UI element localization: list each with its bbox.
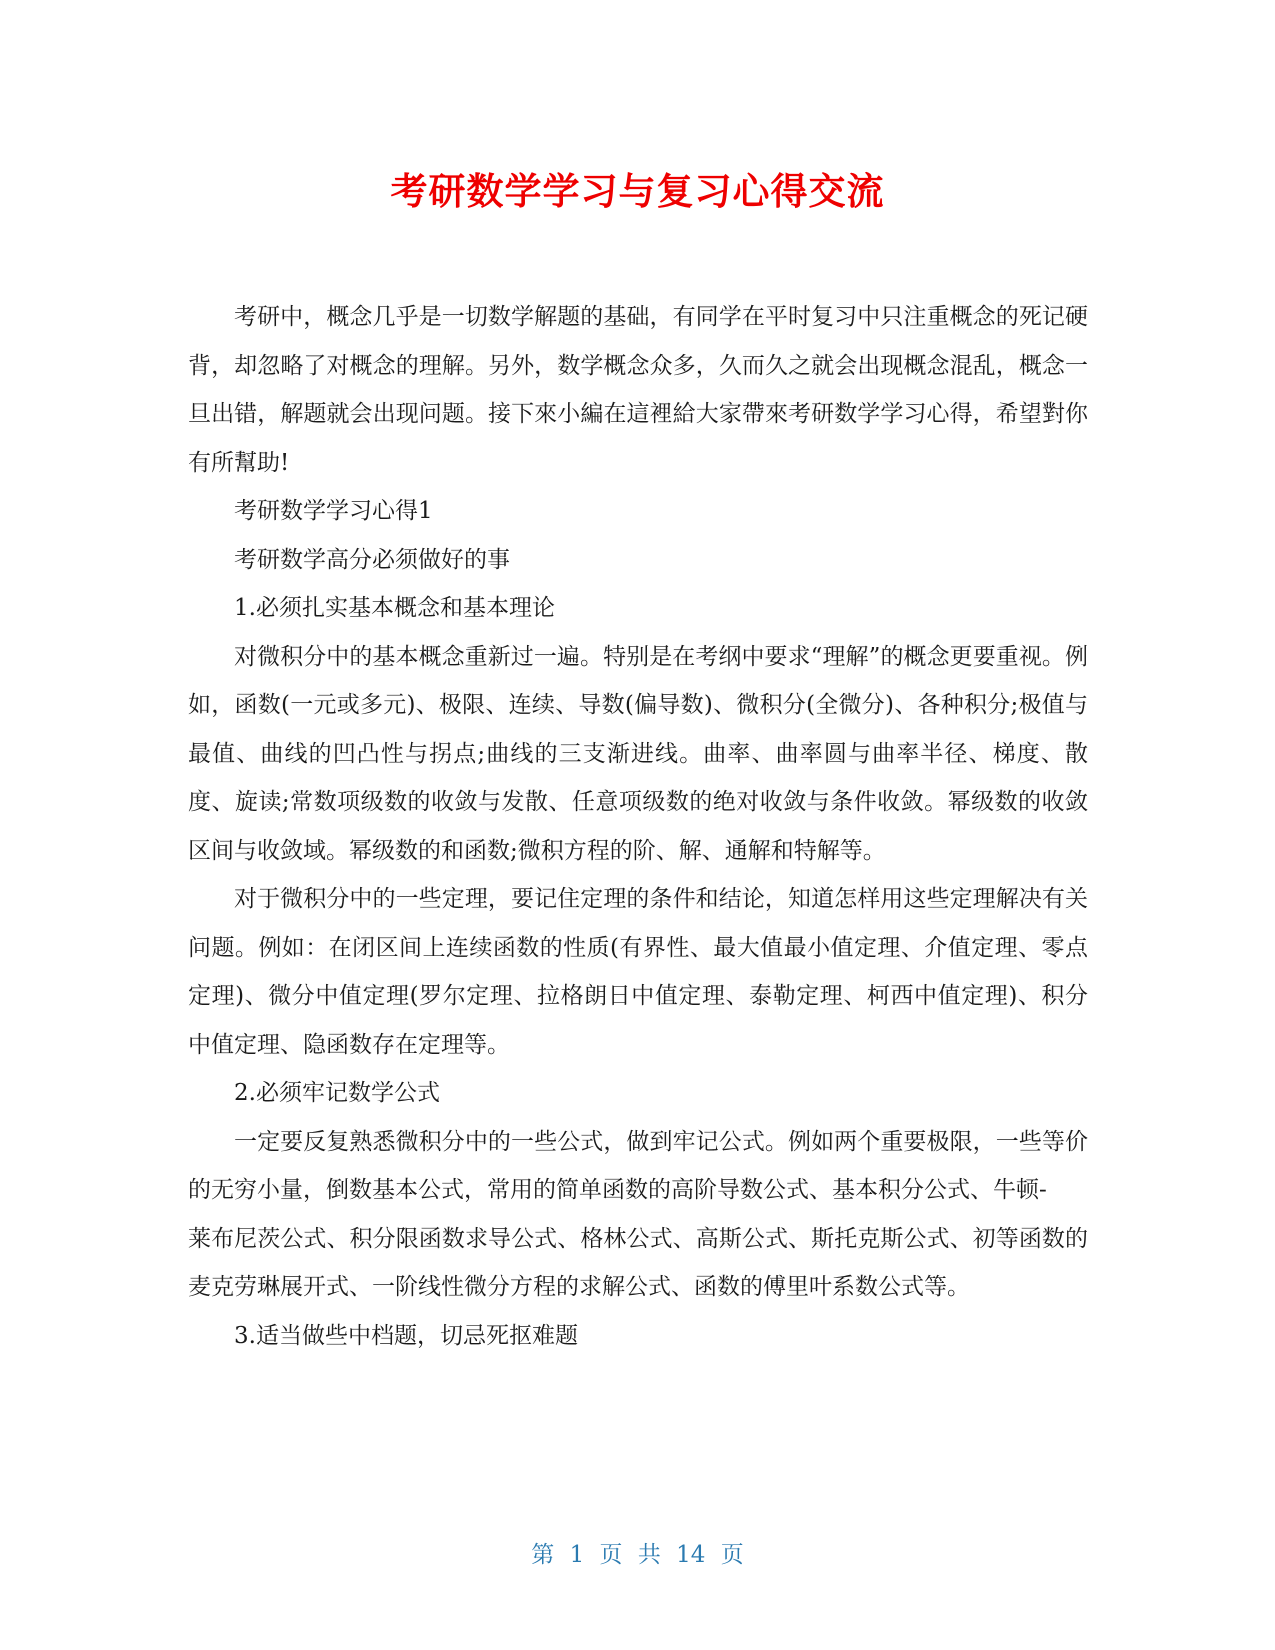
subheading-must-do: 考研数学高分必须做好的事 [234, 546, 510, 573]
paragraph-theorems: 对于微积分中的一些定理，要记住定理的条件和结论，知道怎样用这些定理解决有关问题。例如：在闭区间上连续函数的性质(有界性、最大值最小值定理、介值定理、零点定理)、微分中值定理(罗尔定理、拉格朗日中值定理、泰勒定理、柯西中值定理)、积分中值定理、隐函数存在定理等。 [188, 886, 1088, 1058]
paragraph-intro: 考研中，概念几乎是一切数学解题的基础，有同学在平时复习中只注重概念的死记硬背，却忽略了对概念的理解。另外，数学概念众多，久而久之就会出现概念混乱，概念一旦出错，解题就会出现问题。接下來小編在這裡給大家帶來考研数学学习心得，希望對你有所幫助! [188, 304, 1088, 476]
paragraph-formulas: 一定要反复熟悉微积分中的一些公式，做到牢记公式。例如两个重要极限，一些等价的无穷小量，倒数基本公式，常用的简单函数的高阶导数公式、基本积分公式、牛顿- [188, 1128, 1088, 1203]
paragraph-formulas-continued: 莱布尼茨公式、积分限函数求导公式、格林公式、高斯公式、斯托克斯公式、初等函数的麦克劳琳展开式、一阶线性微分方程的求解公式、函数的傅里叶系数公式等。 [188, 1225, 1088, 1300]
point-1-heading: 1.必须扎实基本概念和基本理论 [234, 595, 555, 621]
point-2-heading: 2.必须牢记数学公式 [234, 1080, 440, 1106]
page-title: 考研数学学习与复习心得交流 [390, 170, 885, 213]
point-3-heading: 3.适当做些中档题，切忌死抠难题 [234, 1322, 578, 1349]
paragraph-concepts: 对微积分中的基本概念重新过一遍。特别是在考纲中要求“理解”的概念更要重视。例如，函数(一元或多元)、极限、连续、导数(偏导数)、微积分(全微分)、各种积分;极值与最值、曲线的凹凸性与拐点;曲线的三支渐进线。曲率、曲率圆与曲率半径、梯度、散度、旋读;常数项级数的收敛与发散、任意项级数的绝对收敛与条件收敛。幂级数的收敛区间与收敛域。幂级数的和函数;微积方程的阶、解、通解和特解等。 [188, 643, 1088, 864]
section-heading-1: 考研数学学习心得1 [234, 498, 433, 524]
page-footer: 第 1 页 共 14 页 [531, 1542, 744, 1568]
document-body [188, 293, 1088, 1360]
